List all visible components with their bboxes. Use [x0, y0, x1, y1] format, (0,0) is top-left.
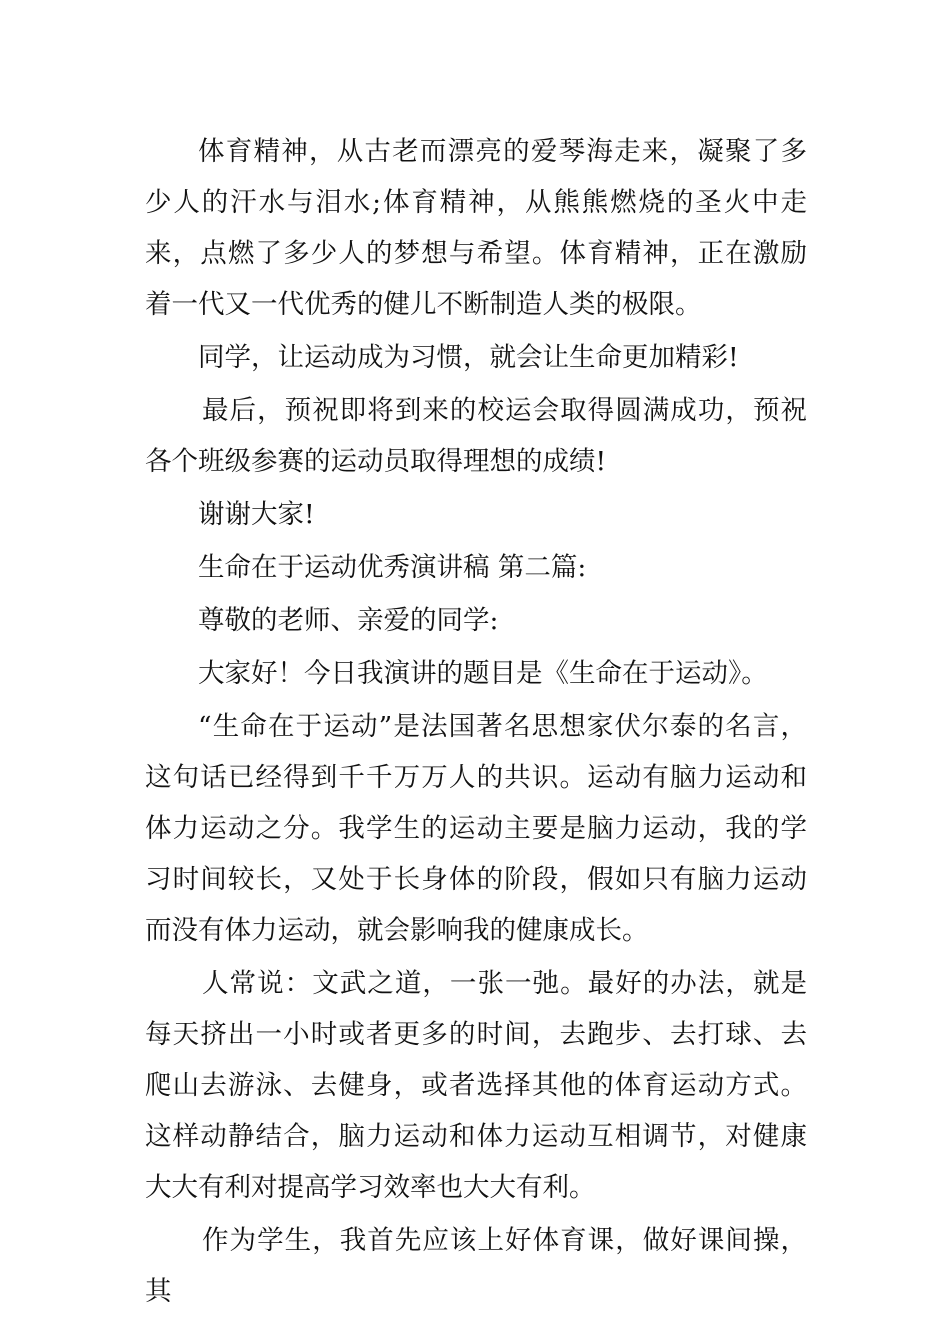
- paragraph-advice: 人常说：文武之道，一张一弛。最好的办法，就是每天挤出一小时或者更多的时间，去跑步、去打球、去爬山去游泳、去健身，或者选择其他的体育运动方式。这样动静结合，脑力运动和体力运动互相调节，对健康大大有利对提高学习效率也大大有利。: [145, 968, 807, 1203]
- paragraph-student: 作为学生，我首先应该上好体育课，做好课间操，其: [145, 1225, 807, 1307]
- paragraph-greeting: 大家好！今日我演讲的题目是《生命在于运动》。: [198, 658, 768, 689]
- paragraph-4: 谢谢大家!: [198, 499, 315, 530]
- document-body: [145, 126, 807, 1317]
- paragraph-1: 体育精神，从古老而漂亮的爱琴海走来，凝聚了多少人的汗水与泪水;体育精神，从熊熊燃烧的圣火中走来，点燃了多少人的梦想与希望。体育精神，正在激励着一代又一代优秀的健儿不断制造人类的极限。: [145, 136, 807, 320]
- paragraph-quote: “生命在于运动”是法国著名思想家伏尔泰的名言，这句话已经得到千千万万人的共识。运动有脑力运动和体力运动之分。我学生的运动主要是脑力运动，我的学习时间较长，又处于长身体的阶段，假如只有脑力运动而没有体力运动，就会影响我的健康成长。: [145, 711, 807, 946]
- section-heading: 生命在于运动优秀演讲稿 第二篇:: [198, 552, 587, 583]
- salutation: 尊敬的老师、亲爱的同学:: [198, 605, 499, 636]
- paragraph-3: 最后，预祝即将到来的校运会取得圆满成功，预祝各个班级参赛的运动员取得理想的成绩!: [145, 395, 807, 477]
- paragraph-2: 同学，让运动成为习惯，就会让生命更加精彩!: [198, 342, 739, 373]
